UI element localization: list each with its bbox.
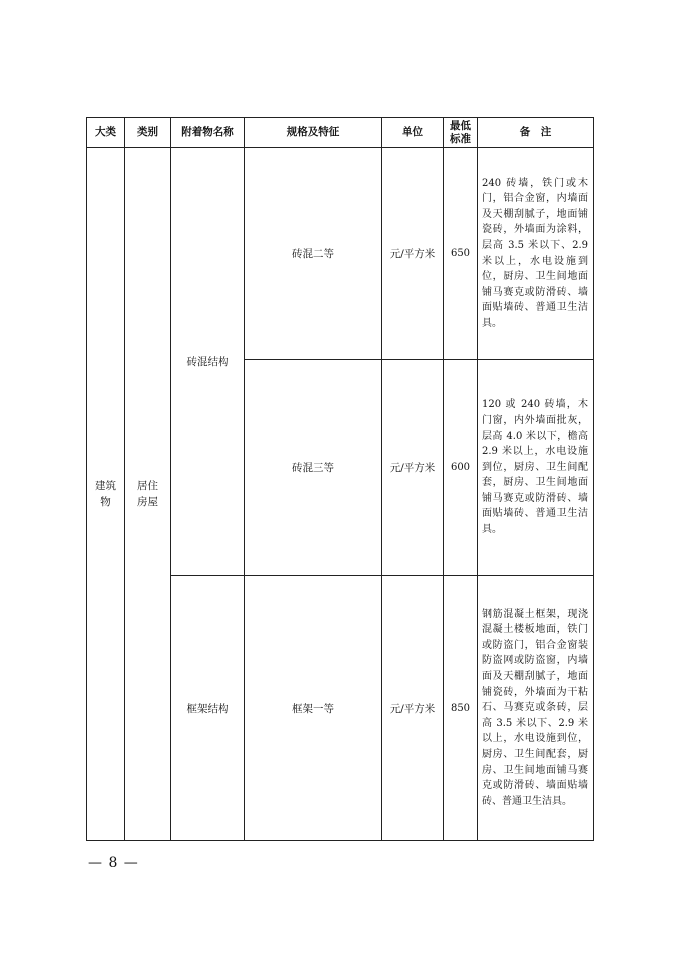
price-cell: 850 — [444, 576, 478, 841]
unit-cell: 元/平方米 — [382, 148, 444, 360]
header-attachment-name: 附着物名称 — [171, 118, 245, 148]
unit-cell: 元/平方米 — [382, 576, 444, 841]
structure-name-cell: 砖混结构 — [171, 148, 245, 576]
category-cell: 居住房屋 — [125, 148, 171, 841]
header-min-standard: 最低标准 — [444, 118, 478, 148]
unit-cell: 元/平方米 — [382, 360, 444, 576]
header-category: 类别 — [125, 118, 171, 148]
structure-name-cell: 框架结构 — [171, 576, 245, 841]
header-unit: 单位 — [382, 118, 444, 148]
price-cell: 650 — [444, 148, 478, 360]
table-header-row — [87, 118, 594, 148]
page-number: — 8 — — [88, 855, 139, 871]
spec-cell: 砖混二等 — [245, 148, 382, 360]
remark-cell: 120 或 240 砖墙，木门窗，内外墙面批灰，层高 4.0 米以下，檐高 2.9 米以上，水电设施到位，厨房、卫生间配套，厨房、卫生间地面铺马赛克或防滑砖、墙面贴墙砖、普通卫生洁具。 — [478, 360, 594, 576]
price-cell: 600 — [444, 360, 478, 576]
spec-cell: 框架一等 — [245, 576, 382, 841]
header-remarks: 备 注 — [478, 118, 594, 148]
remark-cell: 240 砖墙，铁门或木门，铝合金窗，内墙面及天棚刮腻子，地面铺瓷砖，外墙面为涂料，层高 3.5 米以下、2.9 米以上，水电设施到位，厨房、卫生间地面铺马赛克或防滑砖、墙面贴墙砖、普通卫生洁具。 — [478, 148, 594, 360]
attachment-price-table — [86, 117, 594, 841]
major-category-cell: 建筑物 — [87, 148, 125, 841]
price-table-container — [86, 117, 593, 841]
header-spec: 规格及特征 — [245, 118, 382, 148]
table-row — [87, 148, 594, 360]
remark-cell: 钢筋混凝土框架，现浇混凝土楼板地面，铁门或防盗门，铝合金窗装防盗网或防盗窗，内墙面及天棚刮腻子，地面铺瓷砖，外墙面为干粘石、马赛克或条砖，层高 3.5 米以下、2.9 米以上，水电设施到位，厨房、卫生间配套，厨房、卫生间地面铺马赛克或防滑砖、墙面贴墙砖、普通卫生洁具。 — [478, 576, 594, 841]
header-major-category: 大类 — [87, 118, 125, 148]
spec-cell: 砖混三等 — [245, 360, 382, 576]
